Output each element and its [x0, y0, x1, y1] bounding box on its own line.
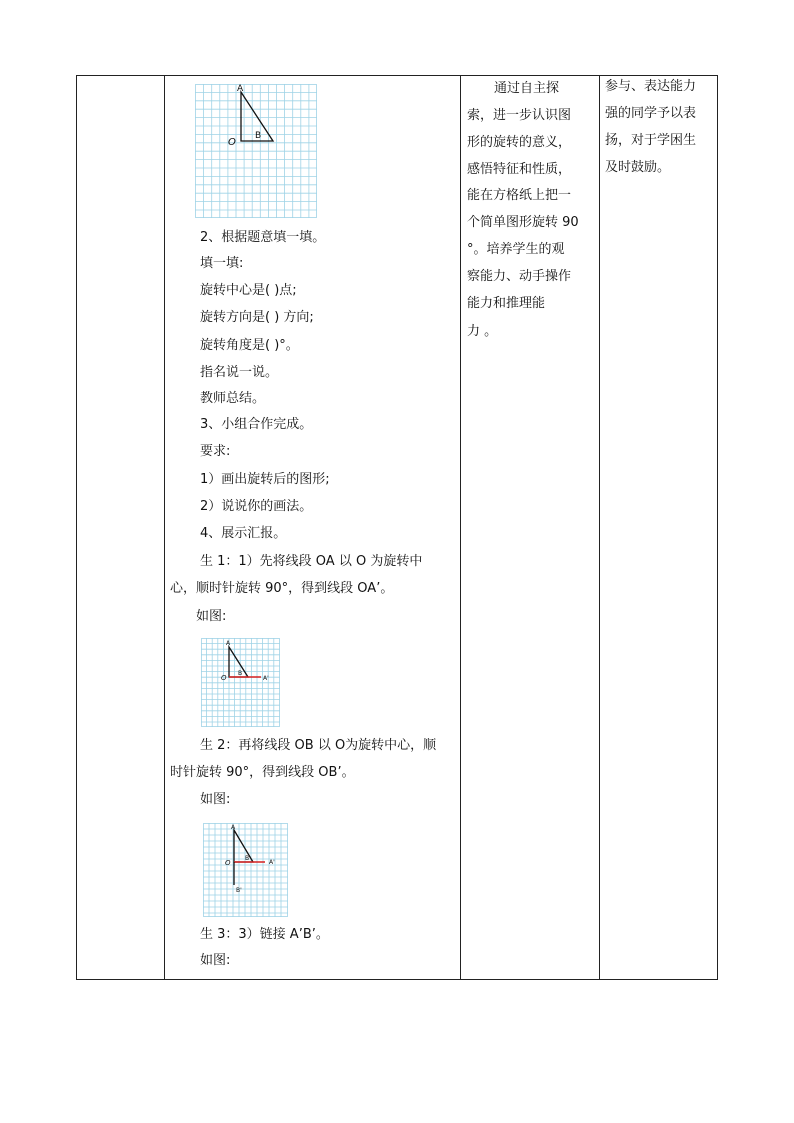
intent-line-7: °。培养学生的观	[467, 242, 565, 257]
label-a-prime: A'	[269, 859, 275, 866]
line-fill-label: 填一填:	[200, 256, 244, 271]
label-o: O	[228, 137, 236, 148]
label-o: O	[221, 674, 227, 682]
line-rotation-direction: 旋转方向是( ) 方向;	[200, 310, 314, 325]
eval-line-2: 强的同学予以表	[605, 106, 697, 121]
column-divider-2	[460, 75, 461, 980]
label-b: B	[255, 131, 262, 141]
intent-line-2: 索，进一步认识图	[467, 108, 572, 123]
line-figure-label-2: 如图:	[200, 792, 231, 807]
column-divider-3	[599, 75, 600, 980]
table-left-border	[76, 75, 77, 980]
line-student-2b: 时针旋转 90°，得到线段 OB’。	[170, 765, 355, 780]
intent-line-1: 通过自主探	[494, 81, 560, 96]
intent-line-5: 能在方格纸上把一	[467, 188, 572, 203]
column-divider-1	[164, 75, 165, 980]
intent-line-4: 感悟特征和性质，	[467, 162, 572, 177]
grid-figure-3	[203, 823, 289, 918]
line-student-1a: 生 1：1）先将线段 OA 以 O 为旋转中	[200, 554, 423, 569]
intent-line-6: 个简单图形旋转 90	[467, 215, 579, 230]
intent-line-3: 形的旋转的意义，	[467, 135, 572, 150]
intent-line-10: 力 。	[467, 324, 498, 339]
line-figure-label-3: 如图:	[200, 953, 231, 968]
intent-line-8: 察能力、动手操作	[467, 269, 572, 284]
label-a: A	[231, 824, 236, 831]
line-requirements: 要求:	[200, 444, 231, 459]
label-o: O	[225, 859, 231, 867]
line-rotation-angle: 旋转角度是( )°。	[200, 338, 299, 353]
line-student-3: 生 3：3）链接 A’B’。	[200, 927, 329, 942]
label-a-prime: A'	[263, 675, 269, 682]
line-rotation-center: 旋转中心是( )点;	[200, 283, 297, 298]
line-req-1: 1）画出旋转后的图形;	[200, 472, 330, 487]
line-show-report: 4、展示汇报。	[200, 526, 287, 541]
line-teacher-summary: 教师总结。	[200, 391, 266, 406]
line-student-2a: 生 2：再将线段 OB 以 O为旋转中心，顺	[200, 738, 437, 753]
line-name-say: 指名说一说。	[200, 365, 279, 380]
grid-lines	[203, 823, 288, 917]
eval-line-3: 扬，对于学困生	[605, 133, 697, 148]
table-right-border	[717, 75, 718, 980]
line-group-task: 3、小组合作完成。	[200, 417, 313, 432]
grid-figure-2	[201, 638, 281, 728]
label-b-prime: B'	[236, 887, 242, 894]
label-a: A	[226, 640, 231, 647]
line-fill-task: 2、根据题意填一填。	[200, 230, 326, 245]
grid-figure-1	[195, 84, 319, 219]
label-b: B	[245, 855, 250, 862]
line-figure-label-1: 如图:	[196, 609, 227, 624]
grid-lines	[201, 638, 280, 727]
table-bottom-border	[76, 979, 718, 980]
line-student-1b: 心，顺时针旋转 90°，得到线段 OA’。	[170, 581, 394, 596]
intent-line-9: 能力和推理能	[467, 296, 546, 311]
eval-line-4: 及时鼓励。	[605, 160, 671, 175]
eval-line-1: 参与、表达能力	[605, 79, 697, 94]
line-req-2: 2）说说你的画法。	[200, 499, 313, 514]
label-a: A	[237, 84, 244, 94]
label-b: B	[238, 670, 243, 677]
grid-lines	[195, 84, 317, 218]
